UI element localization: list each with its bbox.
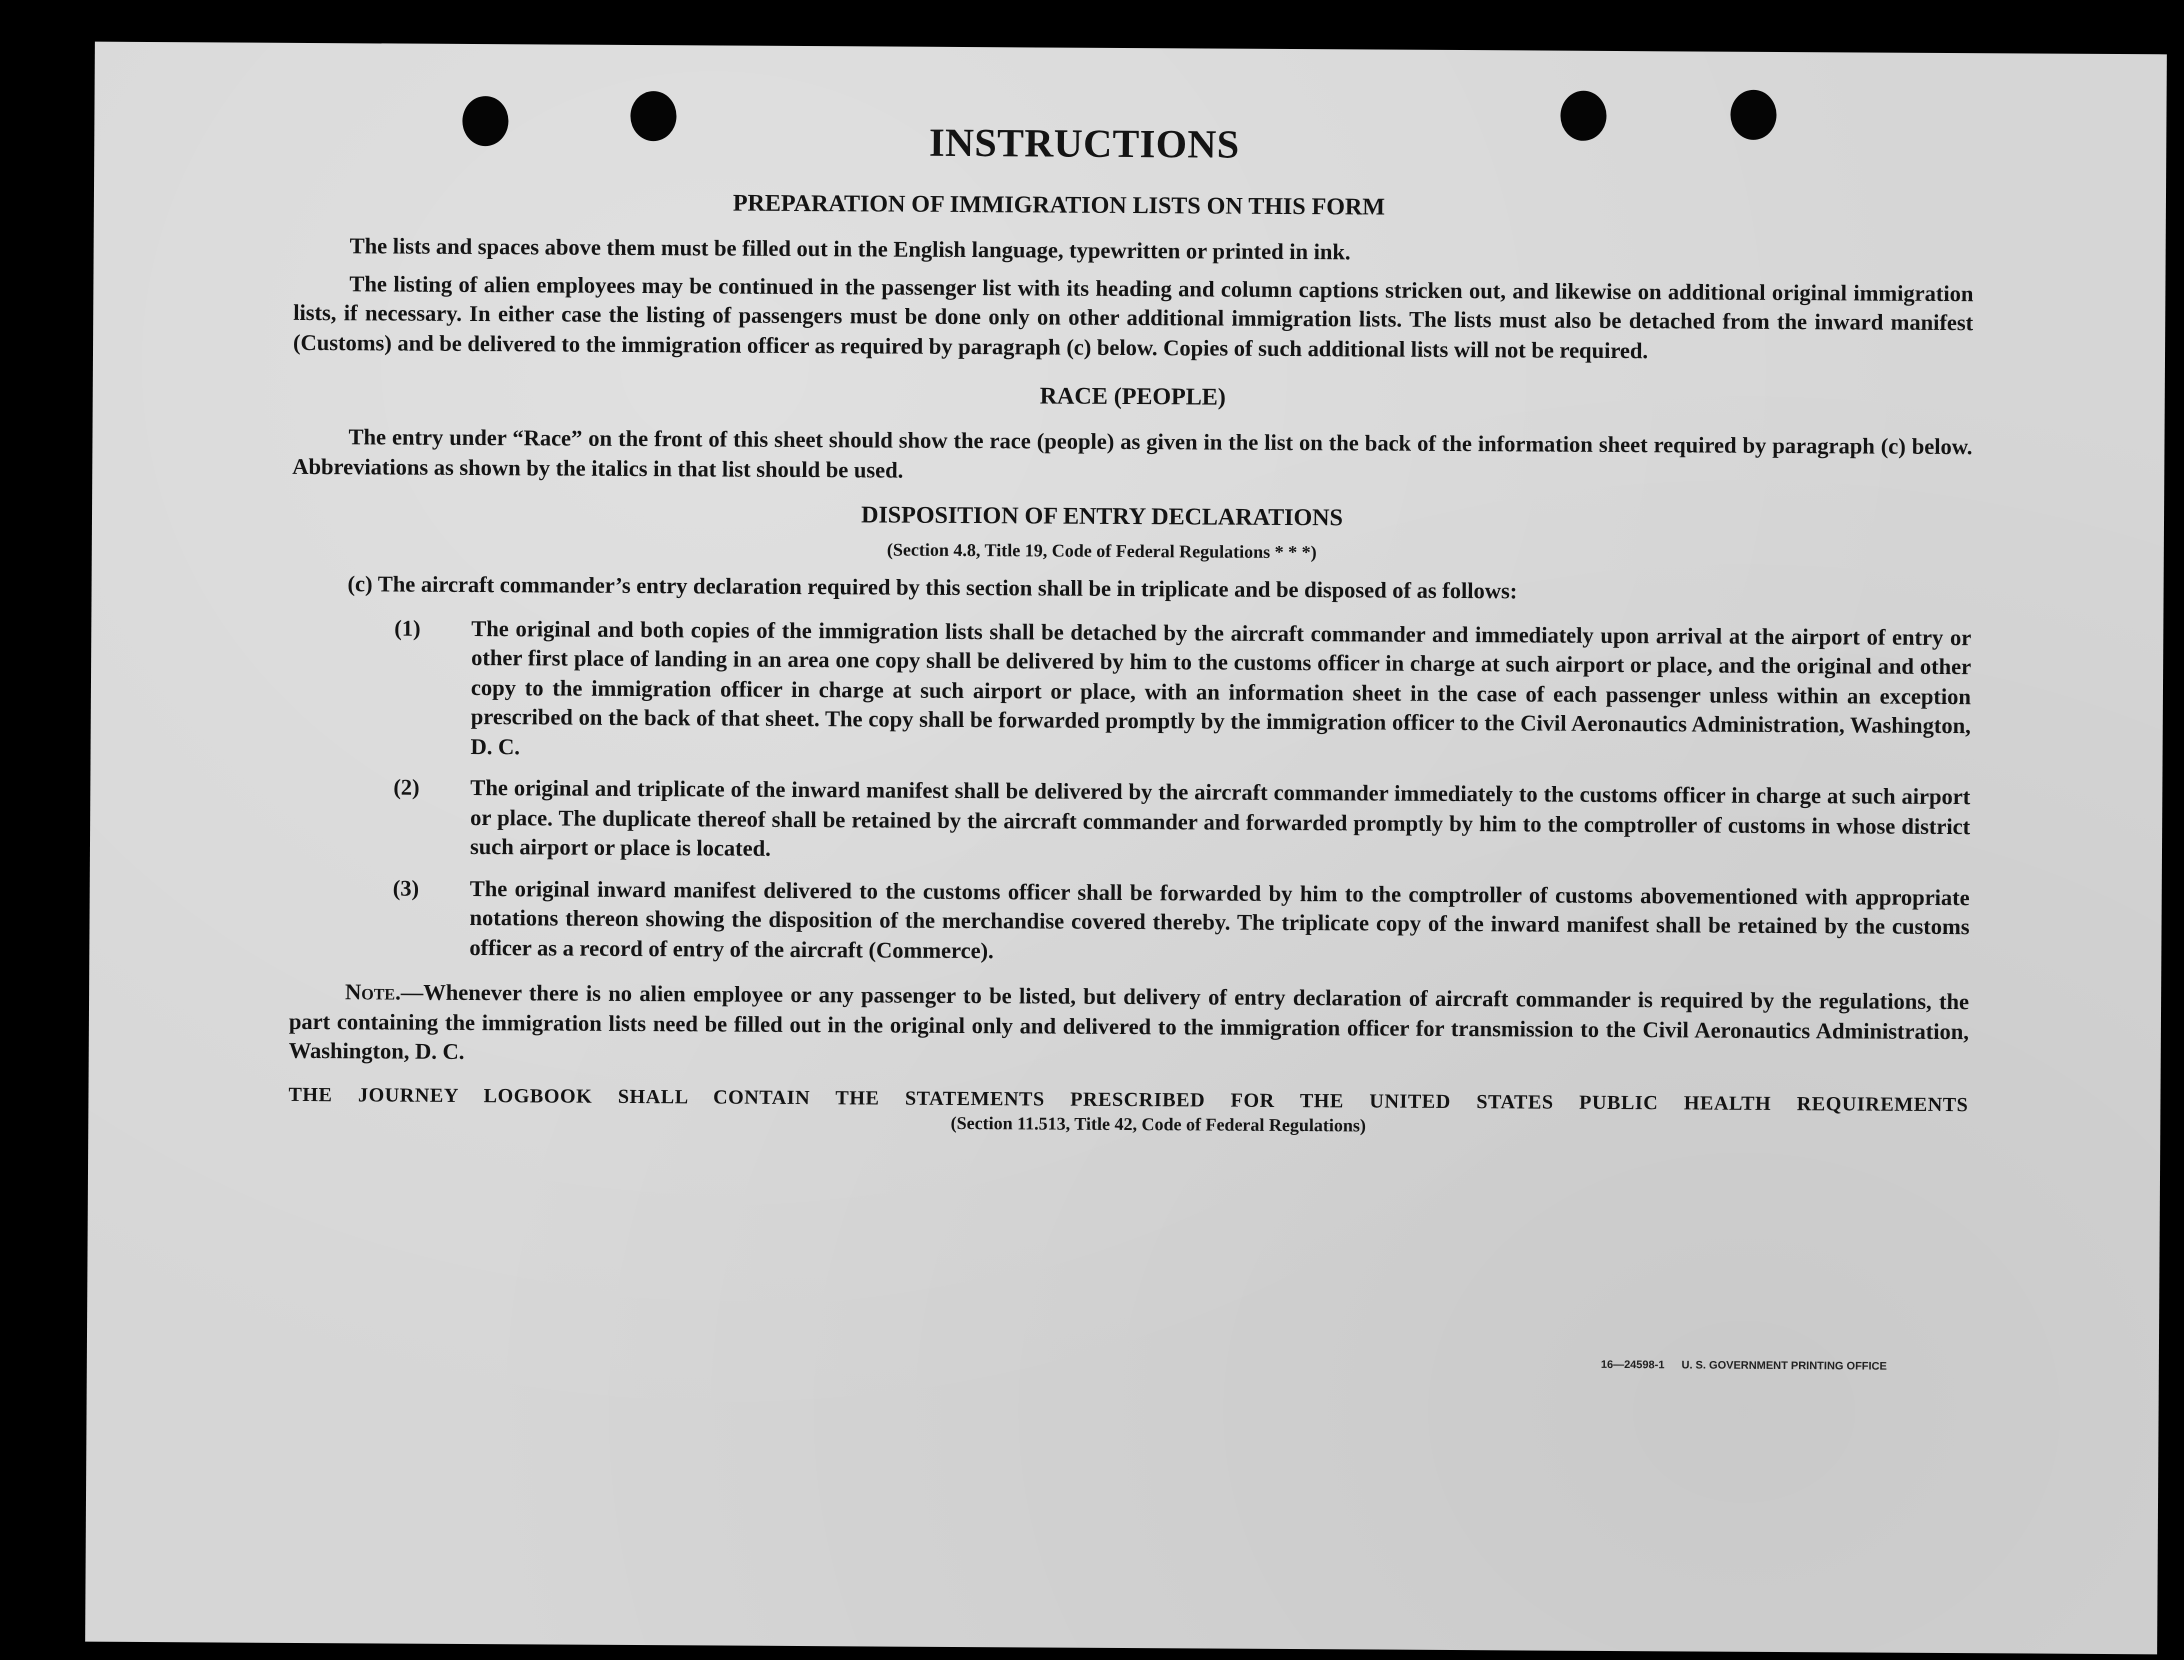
- paragraph-alien-employees: The listing of alien employees may be continued in the passenger list with its heading and column captions stricken out, and likewise on additional original immigration lists, if necessary. In either case the listing of passengers must be done only on other additional immigration lists. The lists must also be detached from the inward manifest (Customs) and be delivered to the immigration officer as required by paragraph (c) below. Copies of such additional lists will not be required.: [292, 270, 1974, 363]
- paragraph-race: The entry under “Race” on the front of this sheet should show the race (people) as given in the list on the back of the information sheet required by paragraph (c) below. Abbreviations as shown by the italics in that list should be used.: [292, 424, 1973, 483]
- list-item: [291, 612, 1972, 770]
- section-heading-disposition: DISPOSITION OF ENTRY DECLARATIONS: [861, 502, 1343, 532]
- note-text: —Whenever there is no alien employee or any passenger to be listed, but delivery of entry declaration of aircraft commander is required by the regulations, the part containing the immigration lists need be filled out in the original only and delivered to the immigration officer for transmission to the Civil Aeronautics Administration, Washington, D. C.: [288, 979, 1970, 1064]
- paragraph-c: (c) The aircraft commander’s entry declaration required by this section shall be in triplicate and be disposed of as follows:: [347, 571, 1518, 604]
- paragraph-language: The lists and spaces above them must be filled out in the English language, typewritten or printed in ink.: [349, 233, 1351, 265]
- note-label: Note.: [345, 979, 401, 1005]
- list-item: [289, 872, 1970, 971]
- printer-imprint: [1601, 1359, 1887, 1373]
- form-code: 16—24598-1: [1600, 1358, 1665, 1372]
- note-paragraph: [289, 977, 1970, 1076]
- document-sheet: [85, 42, 2167, 1655]
- item-text: The original and both copies of the immigration lists shall be detached by the aircraft commander and immediately upon arrival at the airport of entry or other first place of landing in an area one copy shall be delivered by him to the customs officer in charge at such airport or place, and the original and other copy to the immigration officer in charge at such airport or place, with an information sheet in the case of each passenger unless within an exception prescribed on the back of that sheet. The copy shall be forwarded promptly by the immigration officer to the Civil Aeronautics Administration, Washington, D. C.: [470, 615, 1972, 759]
- page-title: INSTRUCTIONS: [928, 119, 1240, 167]
- section-heading-immigration-lists: PREPARATION OF IMMIGRATION LISTS ON THIS FORM: [732, 190, 1386, 221]
- list-item: [290, 772, 1971, 871]
- item-text: The original inward manifest delivered to the customs officer shall be forwarded by him to the comptroller of customs abovementioned with appropriate notations thereon showing the disposition of the merchandise covered thereby. The triplicate copy of the inward manifest shall be retained by the customs officer as a record of entry of the aircraft (Commerce).: [469, 875, 1970, 963]
- citation-cfr-19: (Section 4.8, Title 19, Code of Federal Regulations * * *): [886, 539, 1317, 563]
- item-number: (1): [394, 615, 421, 641]
- instructions-content: [288, 115, 1974, 1140]
- journey-logbook-statement: THE JOURNEY LOGBOOK SHALL CONTAIN THE STATEMENTS PRESCRIBED FOR THE UNITED STATES PUBLIC HEALTH REQUIREMENTS: [288, 1083, 1969, 1116]
- item-text: The original and triplicate of the inward manifest shall be delivered by the aircraft commander immediately to the customs officer in charge at such airport or place. The duplicate thereof shall be retained by the aircraft commander and forwarded promptly by him to the comptroller of customs in whose district such airport or place is located.: [469, 774, 1971, 861]
- disposition-list: [289, 612, 1971, 971]
- citation-cfr-42: (Section 11.513, Title 42, Code of Federal Regulations): [950, 1112, 1367, 1135]
- item-number: (3): [392, 875, 420, 901]
- printing-office: U. S. GOVERNMENT PRINTING OFFICE: [1681, 1359, 1887, 1373]
- item-number: (2): [393, 774, 420, 800]
- section-heading-race: RACE (PEOPLE): [1039, 383, 1226, 411]
